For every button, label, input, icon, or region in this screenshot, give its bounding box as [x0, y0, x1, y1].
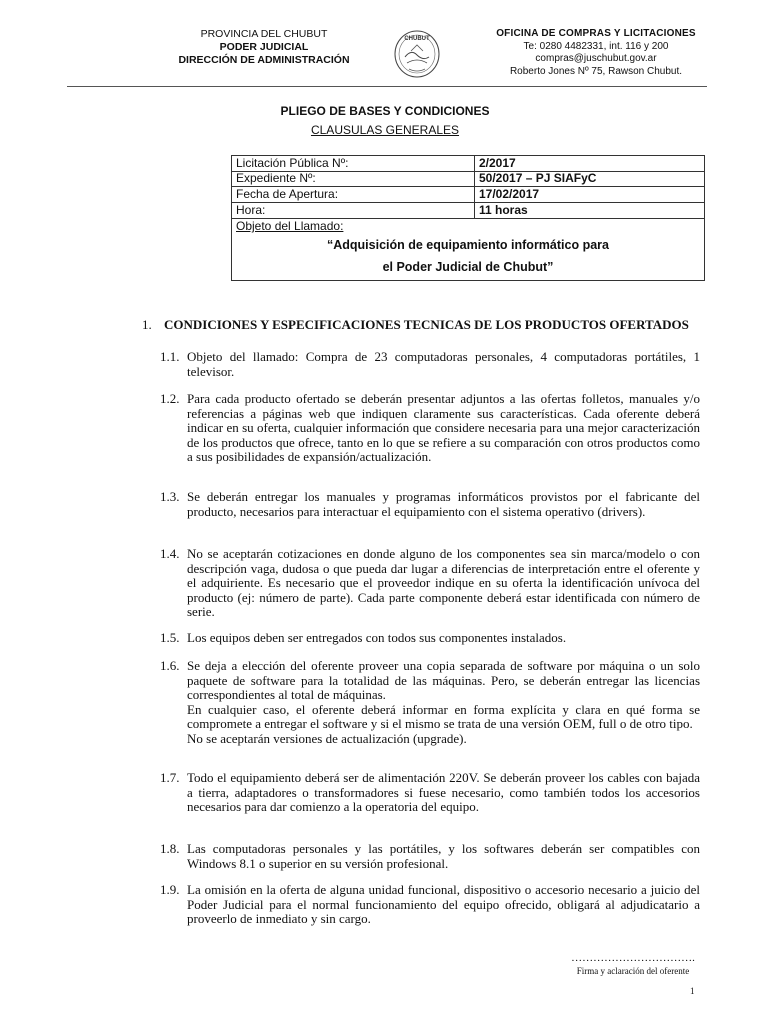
clause-number: 1.7.: [160, 770, 180, 785]
clause-paragraph: No se aceptarán versiones de actualización (upgrade).: [187, 730, 467, 746]
info-row-licitacion: [232, 156, 704, 172]
header-left-block: [148, 28, 380, 67]
section-title: CONDICIONES Y ESPECIFICACIONES TECNICAS DE LOS PRODUCTOS OFERTADOS: [164, 317, 689, 332]
info-row-fecha-apertura: [232, 187, 704, 203]
clause-item: [160, 350, 700, 379]
clause-item: [160, 771, 700, 815]
info-row-hora: [232, 203, 704, 219]
info-label: Licitación Pública Nº:: [236, 156, 349, 170]
info-value: 50/2017 – PJ SIAFyC: [479, 171, 597, 185]
clause-number: 1.2.: [160, 391, 180, 406]
clause-text: Las computadoras personales y las portátiles, y los softwares deberán ser compatibles con Windows 8.1 o superior en su versión profesional.: [187, 841, 700, 871]
clause-number: 1.9.: [160, 882, 180, 897]
clause-item: [160, 547, 700, 620]
office-phone: Te: 0280 4482331, int. 116 y 200: [523, 40, 669, 52]
clause-item: [160, 490, 700, 519]
clause-number: 1.6.: [160, 658, 180, 673]
clause-text: Objeto del llamado: Compra de 23 computadoras personales, 4 computadoras portátiles, 1 televisor.: [187, 349, 700, 379]
clause-item: [160, 842, 700, 871]
clause-text: No se aceptarán cotizaciones en donde alguno de los componentes sea sin marca/modelo o con descripción vaga, dudosa o que pueda dar lugar a diferencias de interpretación entre el oferente y el adquiriente. Es necesario que el proveedor indique en su oferta la identificación unívoca del producto (ej: número de parte). Cada parte componente deberá estar identificada con número de serie.: [187, 546, 700, 619]
info-label: Fecha de Apertura:: [236, 187, 339, 201]
clause-number: 1.5.: [160, 630, 180, 645]
clause-number: 1.8.: [160, 841, 180, 856]
info-value: 17/02/2017: [479, 187, 540, 201]
clause-text: Se deberán entregar los manuales y programas informáticos provistos por el fabricante del producto, necesarios para interactuar el equipamiento con el sistema operativo (drivers).: [187, 489, 700, 519]
province-name: PROVINCIA DEL CHUBUT: [200, 28, 328, 40]
clause-text: Los equipos deben ser entregados con todos sus componentes instalados.: [187, 630, 567, 645]
info-value: 11 horas: [479, 203, 528, 217]
info-label: Expediente Nº:: [236, 171, 316, 185]
info-value: 2/2017: [479, 156, 516, 170]
seal-text: CHUBUT: [404, 36, 430, 42]
office-name: OFICINA DE COMPRAS Y LICITACIONES: [496, 28, 696, 39]
office-email: compras@juschubut.gov.ar: [535, 53, 657, 64]
tender-info-box: [231, 155, 705, 281]
department-name: DIRECCIÓN DE ADMINISTRACIÓN: [178, 54, 350, 66]
document-subtitle: CLAUSULAS GENERALES: [310, 123, 460, 137]
clause-text: Todo el equipamiento deberá ser de alimentación 220V. Se deberán proveer los cables con bajada a tierra, adaptadores o transformadores si fuese necesario, como también todos los accesorios necesarios para dar comienzo a la operatoria del equipo.: [187, 770, 700, 814]
page-number: 1: [690, 986, 695, 996]
clause-item: [160, 631, 700, 646]
info-label: Hora:: [236, 203, 266, 217]
signature-line: …………………………….: [571, 952, 695, 964]
objeto-description-line1: “Adquisición de equipamiento informático para: [327, 238, 609, 252]
objeto-label: Objeto del Llamado:: [236, 219, 344, 233]
clause-number: 1.4.: [160, 546, 180, 561]
clause-paragraph: Se deja a elección del oferente proveer una copia separada de software por máquina o un solo paquete de software para la totalidad de las máquinas. Pero, se deberán entregar las licencias correspondientes al total de máquinas.: [187, 658, 700, 702]
section-number: 1.: [142, 317, 152, 332]
clause-item: [160, 659, 700, 746]
info-row-expediente: [232, 171, 704, 187]
institution-name: PODER JUDICIAL: [219, 41, 309, 53]
clause-text: La omisión en la oferta de alguna unidad funcional, dispositivo o accesorio necesario a juicio del Poder Judicial para el normal funcionamiento del equipo ofrecido, obligará al adjudicatario a proveerlo de inmediato y sin cargo.: [187, 882, 700, 926]
clause-number: 1.3.: [160, 489, 180, 504]
document-title: PLIEGO DE BASES Y CONDICIONES: [280, 104, 490, 118]
chubut-seal-logo: [391, 27, 443, 79]
header-divider: [67, 86, 707, 87]
clause-text: [187, 659, 700, 746]
clause-number: 1.1.: [160, 349, 180, 364]
header-right-block: [455, 28, 737, 78]
clause-item: [160, 883, 700, 927]
signature-label: Firma y aclaración del oferente: [576, 966, 690, 976]
office-address: Roberto Jones Nº 75, Rawson Chubut.: [509, 65, 683, 77]
clause-paragraph: En cualquier caso, el oferente deberá informar en forma explícita y clara en qué forma se compromete a entregar el software y si el mismo se trata de una versión OEM, full o de otro tipo.: [187, 701, 700, 731]
clause-text: Para cada producto ofertado se deberán presentar adjuntos a las ofertas folletos, manuales y/o referencias a páginas web que indiquen claramente sus características. Cada oferente deberá indicar en su oferta, cualquier información que considere necesaria para una mejor caracterización de los productos que ofrece, tanto en lo que se refiere a su comparación con otros productos como a sus posibilidades de expansión/actualización.: [187, 391, 700, 464]
objeto-description-line2: el Poder Judicial de Chubut”: [382, 260, 554, 274]
clause-item: [160, 392, 700, 465]
